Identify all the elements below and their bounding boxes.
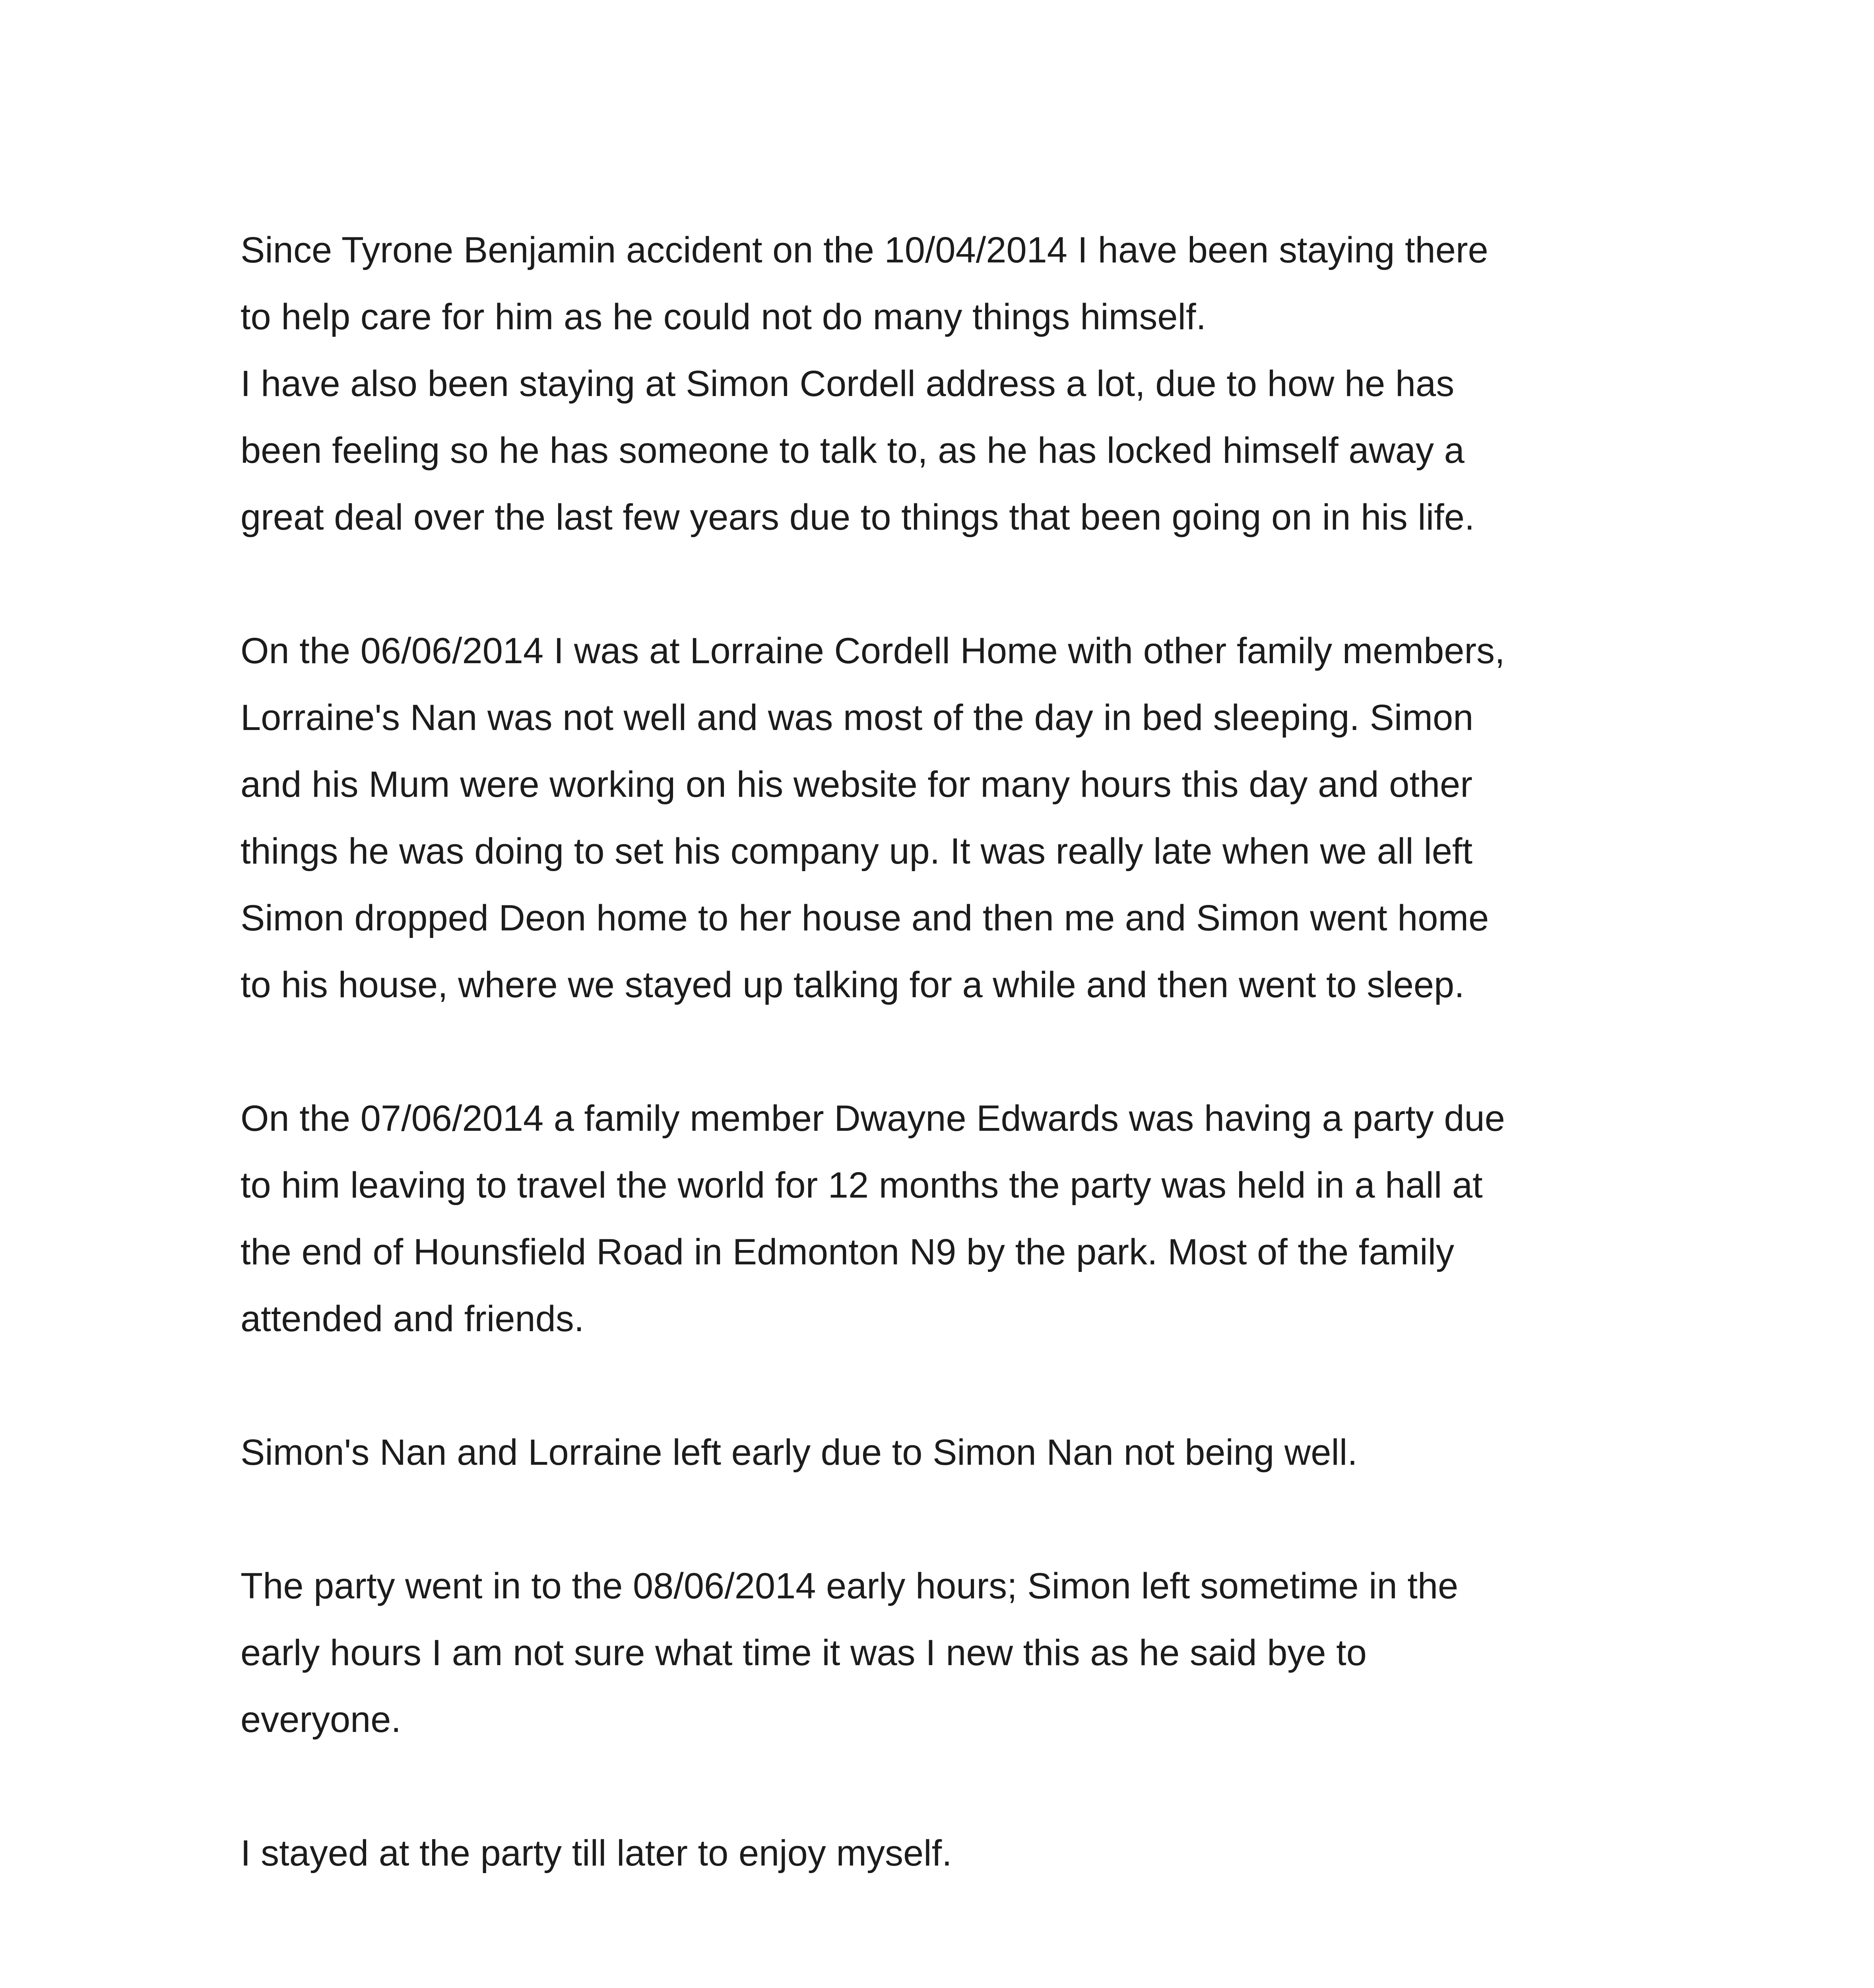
text-line: The party went in to the 08/06/2014 early hours; Simon left sometime in the bbox=[241, 1566, 1459, 1606]
text-line: On the 07/06/2014 a family member Dwayne Edwards was having a party due bbox=[241, 1098, 1505, 1139]
text-line: Simon's Nan and Lorraine left early due to Simon Nan not being well. bbox=[241, 1432, 1358, 1473]
paragraph-6 bbox=[241, 1820, 1592, 1887]
text-line: Lorraine's Nan was not well and was most of the day in bed sleeping. Simon bbox=[241, 697, 1474, 738]
paragraph-gap bbox=[241, 1486, 1592, 1553]
paragraph-gap bbox=[241, 1018, 1592, 1085]
text-line: the end of Hounsfield Road in Edmonton N9 by the park. Most of the family bbox=[241, 1232, 1455, 1272]
paragraph-gap bbox=[241, 1753, 1592, 1820]
text-line: things he was doing to set his company up. It was really late when we all left bbox=[241, 831, 1472, 872]
text-line: been feeling so he has someone to talk to, as he has locked himself away a bbox=[241, 430, 1465, 471]
text-line: to his house, where we stayed up talking for a while and then went to sleep. bbox=[241, 965, 1465, 1005]
paragraph-1 bbox=[241, 217, 1592, 551]
paragraph-2 bbox=[241, 617, 1592, 1018]
paragraph-4 bbox=[241, 1419, 1592, 1486]
text-line: everyone. bbox=[241, 1699, 402, 1740]
paragraph-5 bbox=[241, 1553, 1592, 1753]
text-line: Simon dropped Deon home to her house and then me and Simon went home bbox=[241, 898, 1489, 938]
paragraph-3 bbox=[241, 1085, 1592, 1352]
paragraph-gap bbox=[241, 1352, 1592, 1419]
text-line: and his Mum were working on his website for many hours this day and other bbox=[241, 764, 1472, 805]
text-line: great deal over the last few years due to things that been going on in his life. bbox=[241, 497, 1475, 538]
statement-body bbox=[241, 217, 1592, 1887]
paragraph-gap bbox=[241, 551, 1592, 617]
text-line: I stayed at the party till later to enjoy myself. bbox=[241, 1833, 952, 1873]
text-line: to help care for him as he could not do many things himself. bbox=[241, 297, 1207, 337]
text-line: attended and friends. bbox=[241, 1299, 584, 1339]
text-line: On the 06/06/2014 I was at Lorraine Cordell Home with other family members, bbox=[241, 631, 1505, 671]
text-line: early hours I am not sure what time it was I new this as he said bye to bbox=[241, 1633, 1367, 1673]
text-line: I have also been staying at Simon Cordell address a lot, due to how he has bbox=[241, 363, 1455, 404]
text-line: to him leaving to travel the world for 12 months the party was held in a hall at bbox=[241, 1165, 1483, 1206]
text-line: Since Tyrone Benjamin accident on the 10/04/2014 I have been staying there bbox=[241, 230, 1488, 270]
